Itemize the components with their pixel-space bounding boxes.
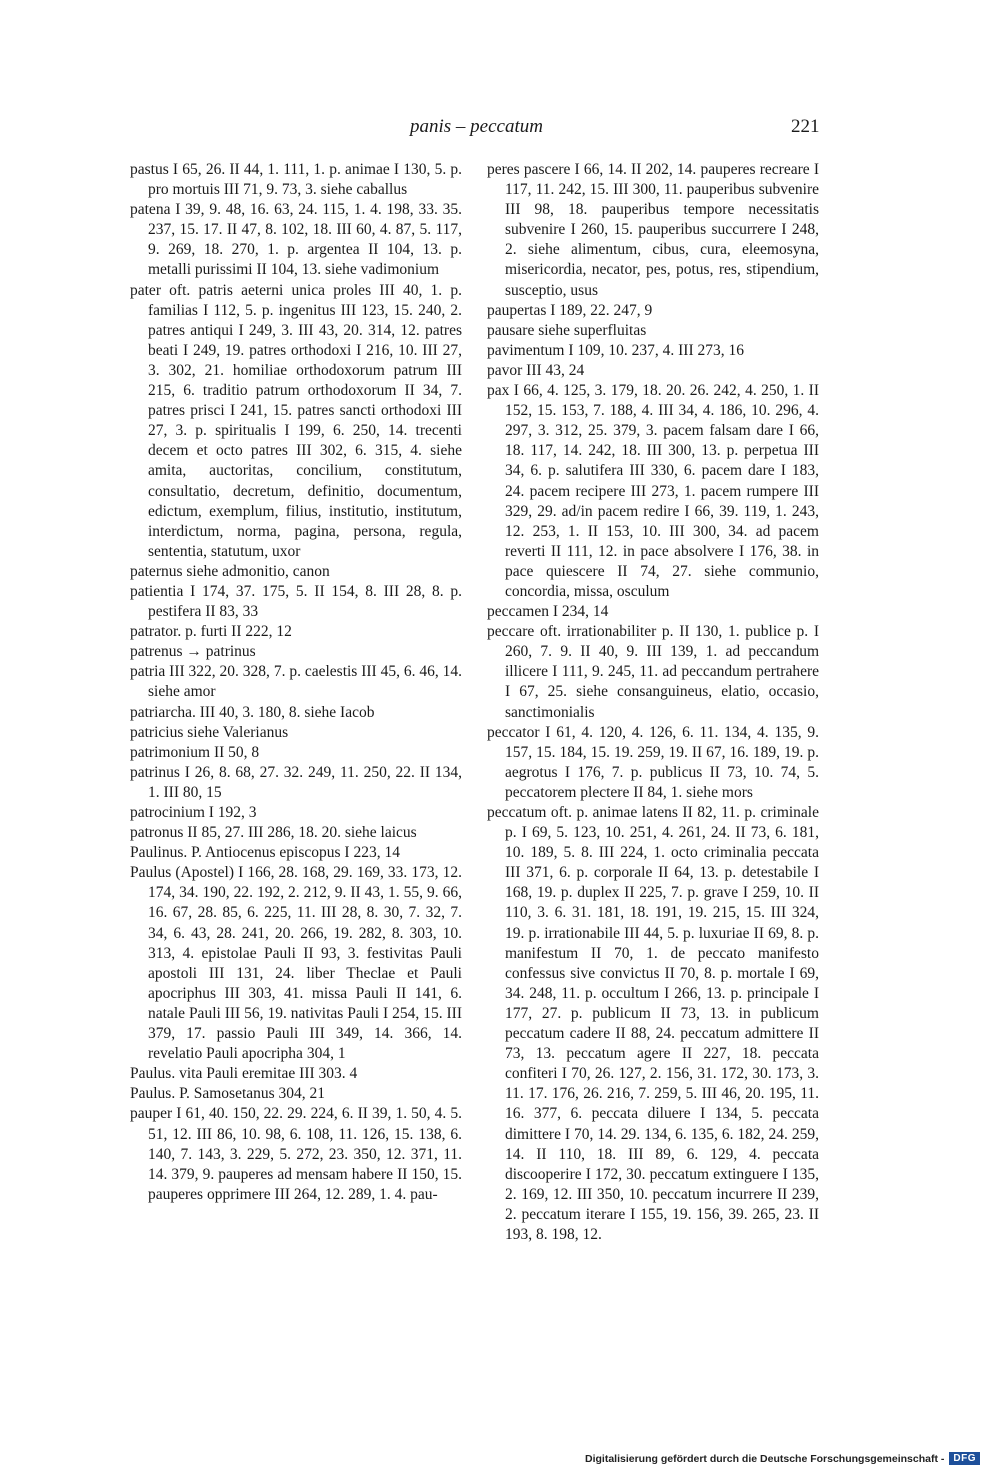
index-entry: patrimonium II 50, 8 [130, 743, 260, 761]
index-entry: patrinus I 26, 8. 68, 27. 32. 249, 11. 250, 22. II 134, 1. III 80, 15 [130, 763, 462, 801]
index-entry: pavor III 43, 24 [487, 361, 585, 379]
index-entry: pax I 66, 4. 125, 3. 179, 18. 20. 26. 242, 4. 250, 1. II 152, 15. 153, 7. 188, 4. III 34, 4. 186, 10. 296, 4. 297, 3. 312, 25. 379, 3. pacem falsam dare I 66, 18. 117, 14. 242, 18. III 300, 13. p. perpetua III 34, 6. p. salutifera III 330, 6. pacem dare I 183, 24. pacem recipere III 273, 1. pacem rumpere III 329, 29. ad/in pacem redire I 66, 39. 119, 1. 243, 12. 253, 1. II 153, 10. III 300, 34. ad pacem reverti II 111, 12. in pace absolvere I 176, 38. in pace quiescere II 74, 27. siehe communio, concordia, missa, osculum [487, 382, 819, 600]
index-entry: pausare siehe superfluitas [487, 321, 647, 339]
page-header [0, 116, 1000, 140]
index-entry: patientia I 174, 37. 175, 5. II 154, 8. III 28, 8. p. pestifera II 83, 33 [130, 582, 462, 621]
index-entry: patria III 322, 20. 328, 7. p. caelestis III 45, 6. 46, 14. siehe amor [130, 663, 462, 701]
index-entry: Paulus (Apostel) I 166, 28. 168, 29. 169, 33. 173, 12. 174, 34. 190, 22. 192, 2. 212, 9. II 43, 1. 55, 9. 66, 16. 67, 28. 85, 6. 225, 11. III 28, 8. 30, 7. 32, 7. 34, 6. 43, 28. 241, 20. 266, 19. 282, 8. 303, 10. 313, 4. epistolae Pauli II 93, 3. festivitas Pauli apostoli III 131, 24. liber Theclae et Pauli apocriphus III 303, 41. missa Pauli II 141, 6. natale Pauli III 56, 19. nativitas Pauli I 254, 15. III 379, 17. passio Pauli III 349, 14. 366, 14. revelatio Pauli apocripha 304, 1 [130, 864, 462, 1063]
credit-text: Digitalisierung gefördert durch die Deutsche Forschungsgemeinschaft - [585, 1452, 945, 1465]
digitization-credit [585, 1452, 980, 1465]
index-entry: patrenus → patrinus [130, 643, 256, 661]
index-entry: paupertas I 189, 22. 247, 9 [487, 301, 653, 319]
index-entry: patrocinium I 192, 3 [130, 804, 257, 821]
right-column [487, 160, 819, 1245]
index-entry: paternus siehe admonitio, canon [130, 562, 330, 580]
index-entry: peccare oft. irrationabiliter p. II 130, 1. publice p. I 260, 7. 9. II 40, 9. III 139, 1. ad peccandum illicere I 111, 9. 245, 11. ad peccandum pertrahere I 67, 25. siehe consanguineus, elatio, occasio, sanctimonialis [487, 623, 819, 721]
index-entry: patriarcha. III 40, 3. 180, 8. siehe Iacob [130, 703, 375, 721]
index-entry: Paulus. P. Samosetanus 304, 21 [130, 1085, 326, 1103]
index-entry: patricius siehe Valerianus [130, 723, 289, 741]
index-entry: patrator. p. furti II 222, 12 [130, 623, 292, 641]
running-head: panis – peccatum [410, 116, 543, 137]
index-entry: peccator I 61, 4. 120, 4. 126, 6. 11. 134, 4. 135, 9. 157, 15. 184, 15. 19. 259, 19. II 67, 16. 189, 19. p. aegrotus I 176, 7. p. publicus II 73, 10. 74, 5. peccatorem plectere II 84, 1. siehe mors [487, 723, 819, 801]
index-entry: patronus II 85, 27. III 286, 18. 20. siehe laicus [130, 824, 417, 842]
index-entry: pavimentum I 109, 10. 237, 4. III 273, 16 [487, 341, 745, 359]
dfg-logo: DFG [949, 1452, 980, 1465]
index-entry: peres pascere I 66, 14. II 202, 14. pauperes recreare I 117, 11. 242, 15. III 300, 11. pauperibus subvenire III 98, 18. pauperibus tempore necessitatis subvenire I 260, 15. pauperibus succurrere I 248, 2. siehe alimentum, cibus, cura, eleemosyna, misericordia, necator, pes, potus, res, stipendium, susceptio, usus [487, 161, 819, 299]
index-entry: pater oft. patris aeterni unica proles III 40, 1. p. familias I 112, 5. p. ingenitus III 123, 15. 240, 2. patres antiqui I 249, 3. III 43, 20. 314, 12. patres beati I 249, 19. patres orthodoxi I 216, 10. III 27, 3. 302, 21. homiliae orthodoxorum patrum III 215, 6. traditio patrum orthodoxorum II 34, 7. patres prisci I 241, 15. patres sancti orthodoxi III 27, 3. p. spiritualis I 199, 6. 250, 14. trecenti decem et octo patres III 302, 6. 315, 4. siehe amita, auctoritas, concilium, constitutum, consultatio, decretum, definitio, documentum, edictum, exemplum, filius, institutio, institutum, interdictum, norma, pagina, persona, regula, sententia, statutum, uxor [130, 281, 462, 560]
index-entry: pastus I 65, 26. II 44, 1. 111, 1. p. animae I 130, 5. p. pro mortuis III 71, 9. 73, 3. siehe caballus [130, 161, 462, 199]
page-number: 221 [791, 116, 820, 137]
index-entry: Paulus. vita Pauli eremitae III 303. 4 [130, 1065, 358, 1083]
index-entry: Paulinus. P. Antiocenus episcopus I 223, 14 [130, 844, 400, 862]
index-entry: peccatum oft. p. animae latens II 82, 11. p. criminale p. I 69, 5. 123, 10. 251, 4. 261, 24. II 73, 6. 181, 10. 189, 5. 8. III 224, 1. octo criminalia peccata III 371, 6. p. corporale II 64, 13. p. detestabile I 168, 19. p. duplex II 225, 7. p. grave I 259, 10. II 110, 3. 6. 31. 181, 18. 191, 19. 215, 15. III 324, 19. p. irrationabile III 44, 5. p. luxuriae II 69, 8. p. manifestum II 70, 1. de peccato manifesto confessus sive convictus II 70, 8. p. mortale I 69, 34. 248, 11. p. occultum I 266, 13. p. principale I 177, 27. p. publicum II 73, 13. in publicum peccatum cadere II 88, 24. peccatum admittere II 73, 13. peccatum agere II 227, 18. peccata confiteri I 70, 26. 127, 2. 156, 31. 172, 30. 173, 3. 11. 17. 176, 26. 216, 7. 259, 5. III 46, 20. 195, 11. 16. 377, 6. peccata diluere I 134, 5. peccata dimittere I 70, 14. 29. 134, 6. 135, 6. 182, 24. 259, 14. II 110, 18. III 89, 6. 129, 4. peccata discooperire I 172, 30. peccatum extinguere I 135, 2. 169, 12. III 350, 10. peccatum incurrere II 239, 2. peccatum iterare I 155, 19. 156, 39. 265, 23. II 193, 8. 198, 12. [487, 804, 819, 1243]
index-entry: peccamen I 234, 14 [487, 603, 609, 621]
index-entry: pauper I 61, 40. 150, 22. 29. 224, 6. II 39, 1. 50, 4. 5. 51, 12. III 86, 10. 98, 6. 108, 11. 126, 15. 138, 6. 140, 7. 143, 3. 229, 5. 272, 23. 350, 12. 371, 11. 14. 379, 9. pauperes ad mensam habere II 150, 15. pauperes opprimere III 264, 12. 289, 1. 4. pau- [130, 1105, 462, 1203]
left-column [130, 160, 462, 1205]
index-entry: patena I 39, 9. 48, 16. 63, 24. 115, 1. 4. 198, 33. 35. 237, 15. 17. II 47, 8. 102, 18. III 60, 4. 87, 5. 117, 9. 269, 18. 270, 1. p. argentea II 104, 13. p. metalli purissimi II 104, 13. siehe vadimonium [130, 201, 462, 279]
